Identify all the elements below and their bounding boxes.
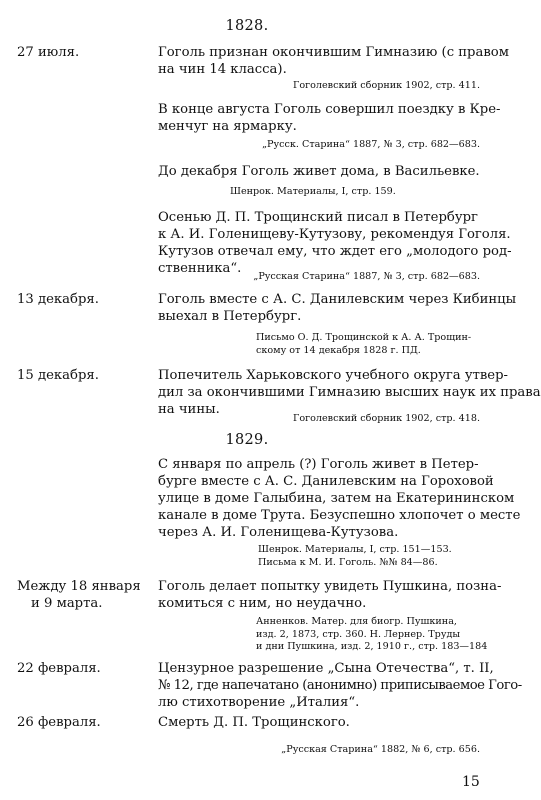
entry-text bbox=[158, 714, 478, 731]
text-line: бурге вместе с А. С. Данилевским на Гороховой bbox=[158, 474, 494, 489]
entry-date: 13 декабря. bbox=[17, 292, 99, 307]
source-line: Шенрок. Материалы, I, стр. 151—153. bbox=[258, 544, 452, 555]
text-line: через А. И. Голенищева-Кутузова. bbox=[158, 525, 399, 540]
text-line: выехал в Петербург. bbox=[158, 309, 302, 324]
text-line: менчуг на ярмарку. bbox=[158, 119, 297, 134]
text-line: канале в доме Трута. Безуспешно хлопочет о месте bbox=[158, 508, 521, 523]
source-line: Гоголевский сборник 1902, стр. 411. bbox=[292, 80, 480, 91]
entry-date bbox=[17, 578, 142, 612]
source-line: „Русская Старина“ 1882, № 6, стр. 656. bbox=[281, 744, 480, 755]
year-heading-1828: 1828. bbox=[225, 18, 269, 34]
entry-date: 26 февраля. bbox=[17, 715, 101, 730]
text-line: Кутузов отвечал ему, что ждет его „молодого род- bbox=[158, 244, 512, 259]
entry-text bbox=[158, 209, 512, 277]
text-line: В конце августа Гоголь совершил поездку в Кре- bbox=[158, 102, 501, 117]
entry-text bbox=[158, 456, 521, 541]
text-line: Смерть Д. П. Трощинского. bbox=[158, 715, 350, 730]
source-line: Шенрок. Материалы, I, стр. 159. bbox=[230, 186, 396, 197]
entry-text bbox=[158, 291, 517, 325]
text-line: Попечитель Харьковского учебного округа утвер- bbox=[158, 368, 508, 383]
page-number: 15 bbox=[462, 774, 480, 790]
text-line: комиться с ним, но неудачно. bbox=[158, 596, 367, 611]
source-line: Письмо О. Д. Трощинской к А. А. Трощин- bbox=[256, 332, 472, 343]
text-line: До декабря Гоголь живет дома, в Васильевке. bbox=[158, 164, 480, 179]
text-line: С января по апрель (?) Гоголь живет в Петер- bbox=[158, 457, 479, 472]
text-line: на чины. bbox=[158, 402, 220, 417]
entry-date: 27 июля. bbox=[17, 45, 80, 60]
entry-date: 22 февраля. bbox=[17, 661, 101, 676]
text-line: Гоголь признан окончившим Гимназию (с правом bbox=[158, 45, 509, 60]
entry-source bbox=[293, 80, 480, 93]
entry-text bbox=[158, 367, 541, 418]
source-line: скому от 14 декабря 1828 г. ПД. bbox=[256, 344, 421, 356]
entry-source bbox=[256, 332, 471, 357]
entry-source bbox=[256, 616, 487, 654]
text-line: Цензурное разрешение „Сына Отечества“, т. II, bbox=[158, 661, 494, 676]
year-heading-1829: 1829. bbox=[225, 432, 269, 448]
entry-date: 15 декабря. bbox=[17, 368, 99, 383]
source-line: изд. 2, 1873, стр. 360. Н. Лернер. Труды bbox=[256, 628, 461, 640]
text-line: № 12, где напечатано (анонимно) приписываемое Гого- bbox=[158, 678, 522, 693]
date-line: Между 18 января bbox=[17, 579, 141, 594]
entry-source bbox=[258, 544, 452, 569]
source-line: „Русская Старина“ 1887, № 3, стр. 682—683. bbox=[253, 271, 480, 282]
text-line: к А. И. Голенищеву-Кутузову, рекомендуя Гоголя. bbox=[158, 227, 511, 242]
date-line: и 9 марта. bbox=[31, 596, 103, 611]
text-line: улице в доме Галыбина, затем на Екатерининском bbox=[158, 491, 515, 506]
entry-source bbox=[262, 139, 480, 152]
source-line: „Русск. Старина“ 1887, № 3, стр. 682—683. bbox=[262, 139, 480, 150]
entry-text bbox=[158, 101, 501, 135]
text-line: Осенью Д. П. Трощинский писал в Петербург bbox=[158, 210, 478, 225]
text-line: Гоголь делает попытку увидеть Пушкина, позна- bbox=[158, 579, 502, 594]
text-line: лю стихотворение „Италия“. bbox=[158, 695, 360, 710]
source-line: Письма к М. И. Гоголь. №№ 84—86. bbox=[258, 556, 438, 568]
entry-text bbox=[158, 660, 522, 711]
entry-text bbox=[158, 578, 502, 612]
entry-text bbox=[158, 44, 509, 78]
source-line: и дни Пушкина, изд. 2, 1910 г., стр. 183—184 bbox=[256, 641, 488, 652]
entry-source bbox=[293, 413, 480, 426]
source-line: Гоголевский сборник 1902, стр. 418. bbox=[292, 413, 480, 424]
entry-source bbox=[253, 271, 480, 284]
text-line: Гоголь вместе с А. С. Данилевским через Кибинцы bbox=[158, 292, 517, 307]
entry-text bbox=[158, 163, 478, 180]
text-line: на чин 14 класса). bbox=[158, 62, 287, 77]
text-line: дил за окончившими Гимназию высших наук их права bbox=[158, 385, 541, 400]
source-line: Анненков. Матер. для биогр. Пушкина, bbox=[256, 616, 457, 627]
entry-source bbox=[281, 744, 480, 757]
text-line: ственника“. bbox=[158, 261, 242, 276]
entry-source bbox=[230, 186, 396, 199]
